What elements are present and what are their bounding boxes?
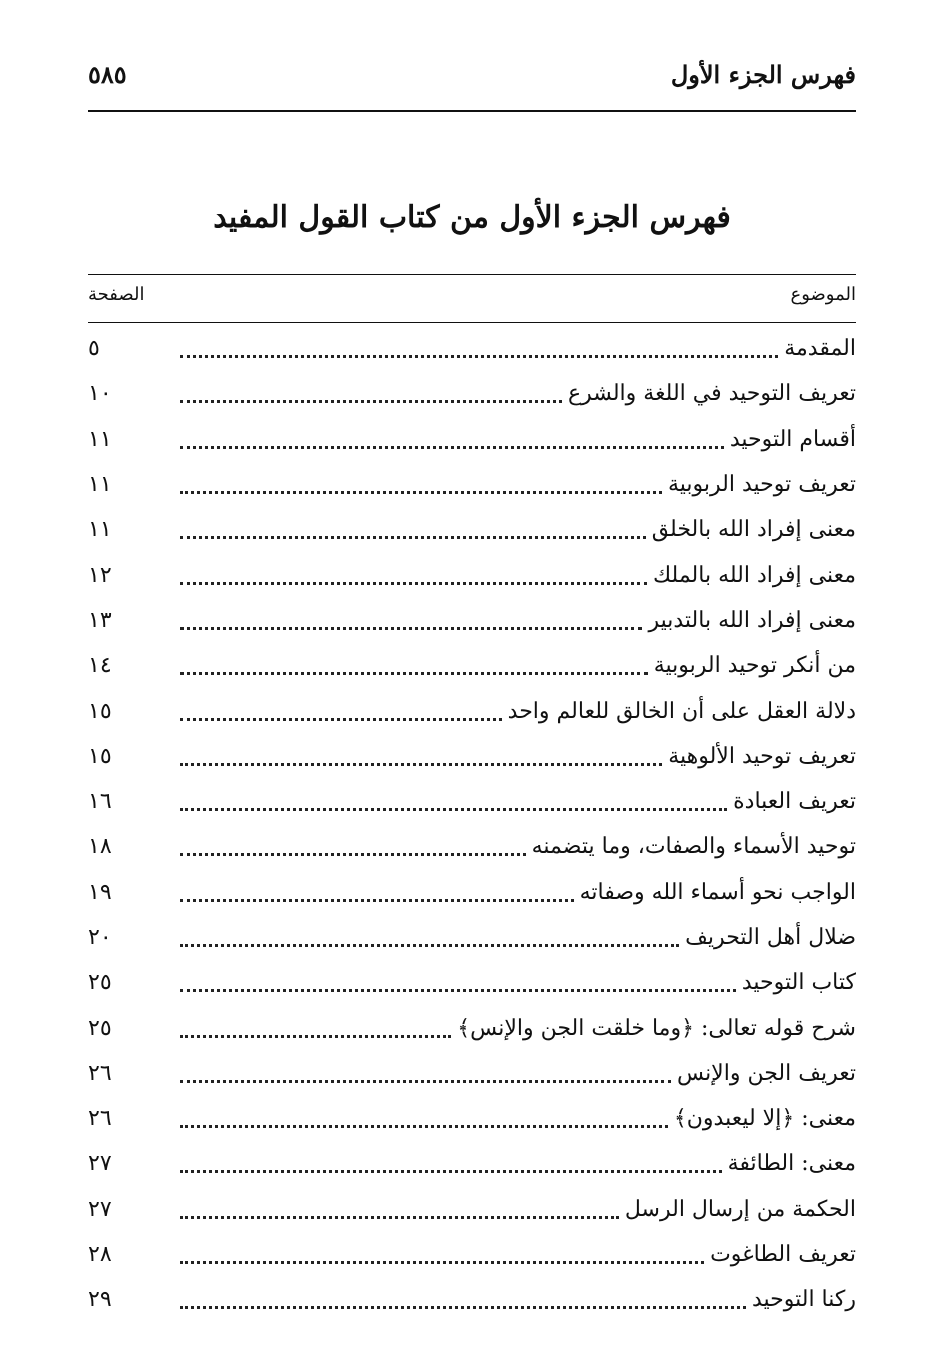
entry-page-number: ١٩ [88,879,112,905]
index-entry [88,462,856,507]
dot-leader [180,1286,746,1309]
entry-title: ركنا التوحيد [751,1287,856,1313]
index-entry [88,643,856,688]
entry-page-number: ١٥ [88,743,112,769]
dot-leader [180,969,736,992]
entry-page-number: ١٨ [88,834,112,860]
index-entry [88,552,856,597]
index-entry [88,371,856,416]
entry-page-number: ١١ [88,472,112,498]
index-entry [88,870,856,915]
index-entry [88,734,856,779]
dot-leader [180,924,679,947]
dot-leader [180,1196,619,1219]
dot-leader [180,562,647,585]
dot-leader [180,516,646,539]
index-entry [88,1051,856,1096]
index-entry [88,960,856,1005]
entry-title: معنى إفراد الله بالتدبير [648,607,856,633]
entry-title: معنى: الطائفة [727,1151,856,1177]
entry-title: شرح قوله تعالى: ﴿وما خلقت الجن والإنس﴾ [457,1015,856,1041]
index-entry [88,779,856,824]
entry-title: المقدمة [784,336,856,362]
dot-leader [180,426,724,449]
index-entries [88,326,856,1323]
entry-page-number: ٢٦ [88,1060,112,1086]
entry-title: الواجب نحو أسماء الله وصفاته [579,879,856,905]
dot-leader [180,1150,722,1173]
dot-leader [180,743,662,766]
running-header [88,58,856,102]
entry-page-number: ٢٦ [88,1106,112,1132]
header-divider [88,110,856,112]
entry-title: تعريف التوحيد في اللغة والشرع [567,381,856,407]
dot-leader [180,833,526,856]
index-entry [88,507,856,552]
index-entry [88,1141,856,1186]
entry-page-number: ٢٥ [88,970,112,996]
dot-leader [180,879,574,902]
index-entry [88,824,856,869]
entry-page-number: ١٠ [88,381,112,407]
entry-title: أقسام التوحيد [729,426,856,452]
index-entry [88,1232,856,1277]
dot-leader [180,698,502,721]
entry-page-number: ١٦ [88,789,112,815]
entry-title: تعريف توحيد الربوبية [667,472,856,498]
dot-leader [180,335,778,358]
entry-page-number: ٢٨ [88,1242,112,1268]
entry-page-number: ٢٧ [88,1151,112,1177]
entry-title: معنى: ﴿إلا ليعبدون﴾ [673,1106,856,1132]
index-entry [88,598,856,643]
entry-title: تعريف الطاغوت [710,1242,856,1268]
dot-leader [180,788,727,811]
running-header-title: فهرس الجزء الأول [670,60,856,89]
dot-leader [180,471,662,494]
dot-leader [180,652,648,675]
entry-page-number: ١١ [88,426,112,452]
entry-page-number: ١٣ [88,607,112,633]
entry-title: ضلال أهل التحريف [685,925,856,950]
entry-page-number: ٢٠ [88,925,112,950]
index-entry [88,1187,856,1232]
entry-page-number: ٢٧ [88,1196,112,1222]
index-entry [88,1005,856,1050]
index-entry [88,915,856,960]
entry-title: دلالة العقل على أن الخالق للعالم واحد [507,698,856,724]
entry-title: تعريف الجن والإنس [677,1060,856,1086]
columns-bottom-rule [88,322,856,323]
entry-page-number: ٢٥ [88,1015,112,1041]
columns-header [88,280,856,316]
entry-title: معنى إفراد الله بالخلق [651,517,856,543]
column-topic-label: الموضوع [790,284,856,305]
dot-leader [180,607,642,630]
entry-title: توحيد الأسماء والصفات، وما يتضمنه [531,834,856,860]
index-entry [88,326,856,371]
dot-leader [180,1015,451,1038]
entry-page-number: ١١ [88,517,112,543]
dot-leader [180,380,562,403]
entry-page-number: ١٢ [88,562,112,588]
index-entry [88,1096,856,1141]
entry-title: الحكمة من إرسال الرسل [624,1196,856,1222]
entry-title: تعريف العبادة [733,789,856,815]
running-header-page-number: ٥٨٥ [88,60,127,89]
entry-title: تعريف توحيد الألوهية [668,743,856,769]
index-entry [88,688,856,733]
dot-leader [180,1241,704,1264]
entry-title: كتاب التوحيد [741,970,856,996]
entry-page-number: ١٤ [88,653,112,679]
column-page-label: الصفحة [88,284,145,305]
index-title: فهرس الجزء الأول من كتاب القول المفيد [213,200,731,235]
dot-leader [180,1105,668,1128]
entry-page-number: ٥ [88,336,100,362]
entry-title: من أنكر توحيد الربوبية [653,653,856,679]
columns-top-rule [88,274,856,275]
dot-leader [180,1060,671,1083]
entry-page-number: ١٥ [88,698,112,724]
entry-page-number: ٢٩ [88,1287,112,1313]
entry-title: معنى إفراد الله بالملك [653,562,856,588]
index-entry [88,417,856,462]
index-entry [88,1277,856,1322]
